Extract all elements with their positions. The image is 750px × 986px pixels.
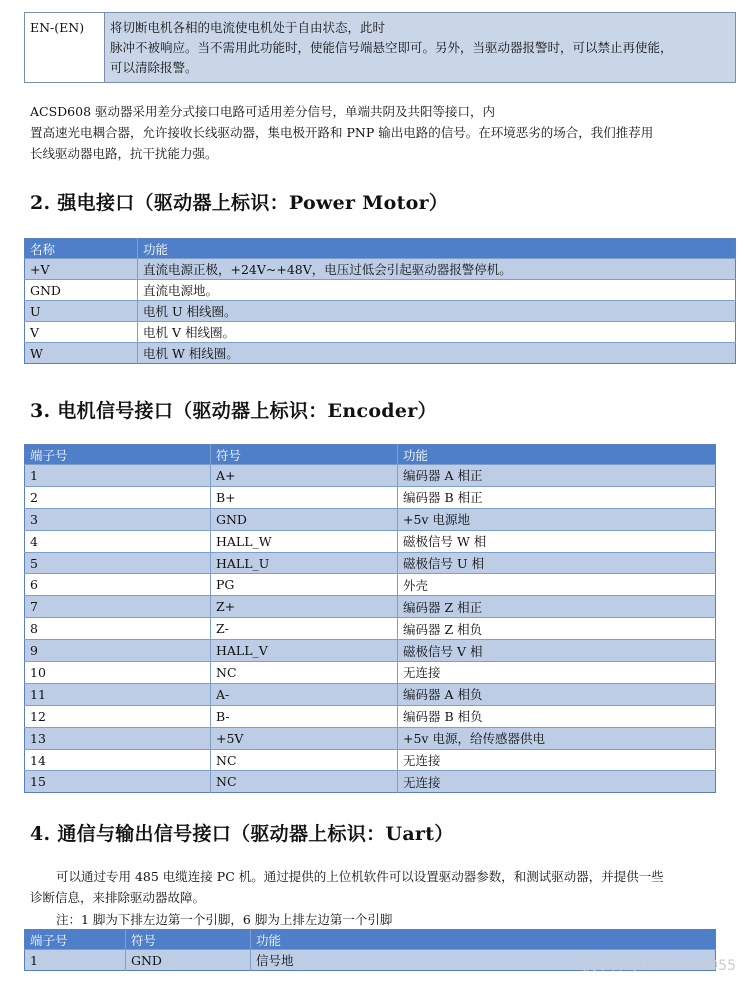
table-cell: +5v 电源地: [398, 508, 716, 530]
en-signal-table: [24, 12, 736, 83]
table-cell: 磁极信号 V 相: [398, 640, 716, 662]
en-desc-line: 可以清除报警。: [110, 60, 198, 75]
table-cell: 2: [25, 486, 211, 508]
table-cell: 电机 V 相线圈。: [138, 322, 736, 343]
column-header: 符号: [211, 445, 398, 465]
table-header-row: [25, 930, 716, 950]
table-row: [25, 618, 716, 640]
table-cell: A+: [211, 465, 398, 487]
intro-line: 置高速光电耦合器，允许接收长线驱动器，集电极开路和 PNP 输出电路的信号。在环境恶劣的场合，我们推荐用: [30, 125, 654, 140]
column-header: 功能: [251, 930, 716, 950]
uart-para-line: 可以通过专用 485 电缆连接 PC 机。通过提供的上位机软件可以设置驱动器参数，和测试驱动器，并提供一些: [56, 869, 664, 884]
table-cell: 编码器 Z 相负: [398, 618, 716, 640]
section-3-heading: 3. 电机信号接口（驱动器上标识：Encoder）: [30, 400, 437, 422]
table-row: [25, 301, 736, 322]
table-row: [25, 259, 736, 280]
table-cell: GND: [25, 280, 138, 301]
table-cell: +V: [25, 259, 138, 280]
table-row: [25, 705, 716, 727]
table-cell: NC: [211, 749, 398, 771]
column-header: 功能: [138, 239, 736, 259]
table-row: [25, 727, 716, 749]
column-header: 端子号: [25, 930, 126, 950]
table-row: [25, 508, 716, 530]
table-row: [25, 322, 736, 343]
table-cell: 3: [25, 508, 211, 530]
table-cell: PG: [211, 574, 398, 596]
table-cell: 5: [25, 552, 211, 574]
table-cell: +5v 电源，给传感器供电: [398, 727, 716, 749]
table-row: [25, 486, 716, 508]
table-cell: A-: [211, 683, 398, 705]
column-header: 名称: [25, 239, 138, 259]
pin-note: 注：1 脚为下排左边第一个引脚，6 脚为上排左边第一个引脚: [56, 912, 393, 927]
table-row: [25, 662, 716, 684]
table-cell: 外壳: [398, 574, 716, 596]
table-cell: 编码器 A 相正: [398, 465, 716, 487]
table-cell: HALL_W: [211, 530, 398, 552]
table-row: [25, 343, 736, 364]
table-cell: 编码器 A 相负: [398, 683, 716, 705]
table-cell: 无连接: [398, 662, 716, 684]
table-cell: 6: [25, 574, 211, 596]
uart-paragraph: [30, 866, 730, 908]
table-row: [25, 574, 716, 596]
table-cell: 无连接: [398, 749, 716, 771]
table-cell: Z+: [211, 596, 398, 618]
table-header-row: [25, 239, 736, 259]
section-2-heading: 2. 强电接口（驱动器上标识：Power Motor）: [30, 192, 449, 214]
intro-paragraph: [30, 101, 730, 164]
table-cell: U: [25, 301, 138, 322]
table-cell: 电机 W 相线圈。: [138, 343, 736, 364]
en-name-cell: EN-(EN): [25, 13, 105, 83]
table-cell: 编码器 B 相正: [398, 486, 716, 508]
en-desc-line: 脉冲不被响应。当不需用此功能时，使能信号端悬空即可。另外，当驱动器报警时，可以禁止再使能，: [110, 40, 673, 55]
table-cell: HALL_U: [211, 552, 398, 574]
table-cell: 14: [25, 749, 211, 771]
encoder-interface-table: [24, 444, 716, 793]
table-cell: 12: [25, 705, 211, 727]
intro-line: 长线驱动器电路，抗干扰能力强。: [30, 146, 218, 161]
table-cell: GND: [126, 950, 251, 971]
table-cell: 13: [25, 727, 211, 749]
en-desc-line: 将切断电机各相的电流使电机处于自由状态，此时: [110, 20, 386, 35]
table-cell: GND: [211, 508, 398, 530]
table-row: [25, 749, 716, 771]
table-cell: 信号地: [251, 950, 716, 971]
table-cell: 1: [25, 465, 211, 487]
table-row: [25, 771, 716, 793]
en-desc-cell: [105, 13, 736, 83]
watermark: 技术咨询13717608955: [582, 958, 736, 974]
table-row: [25, 465, 716, 487]
table-cell: Z-: [211, 618, 398, 640]
table-cell: 磁极信号 W 相: [398, 530, 716, 552]
encoder-table-body: [25, 465, 716, 793]
table-row: [25, 596, 716, 618]
table-cell: 电机 U 相线圈。: [138, 301, 736, 322]
table-cell: NC: [211, 771, 398, 793]
table-cell: 编码器 B 相负: [398, 705, 716, 727]
table-cell: 7: [25, 596, 211, 618]
table-cell: 10: [25, 662, 211, 684]
table-header-row: [25, 445, 716, 465]
intro-line: ACSD608 驱动器采用差分式接口电路可适用差分信号，单端共阴及共阳等接口，内: [30, 104, 496, 119]
table-cell: 无连接: [398, 771, 716, 793]
uart-para-line: 诊断信息，来排除驱动器故障。: [30, 890, 206, 905]
table-cell: 15: [25, 771, 211, 793]
table-row: [25, 280, 736, 301]
table-row: [25, 640, 716, 662]
table-cell: +5V: [211, 727, 398, 749]
table-cell: B-: [211, 705, 398, 727]
section-4-heading: 4. 通信与输出信号接口（驱动器上标识：Uart）: [30, 823, 454, 845]
table-cell: HALL_V: [211, 640, 398, 662]
table-cell: 9: [25, 640, 211, 662]
table-cell: 磁极信号 U 相: [398, 552, 716, 574]
table-row: [25, 13, 736, 83]
table-cell: 4: [25, 530, 211, 552]
table-row: [25, 530, 716, 552]
table-cell: 编码器 Z 相正: [398, 596, 716, 618]
table-cell: V: [25, 322, 138, 343]
table-cell: W: [25, 343, 138, 364]
table-row: [25, 683, 716, 705]
table-cell: 8: [25, 618, 211, 640]
power-interface-table: [24, 238, 736, 364]
column-header: 功能: [398, 445, 716, 465]
table-cell: 直流电源正极，+24V~+48V，电压过低会引起驱动器报警停机。: [138, 259, 736, 280]
table-cell: 直流电源地。: [138, 280, 736, 301]
table-cell: 1: [25, 950, 126, 971]
table-cell: B+: [211, 486, 398, 508]
table-cell: 11: [25, 683, 211, 705]
table-row: [25, 552, 716, 574]
column-header: 符号: [126, 930, 251, 950]
column-header: 端子号: [25, 445, 211, 465]
table-cell: NC: [211, 662, 398, 684]
